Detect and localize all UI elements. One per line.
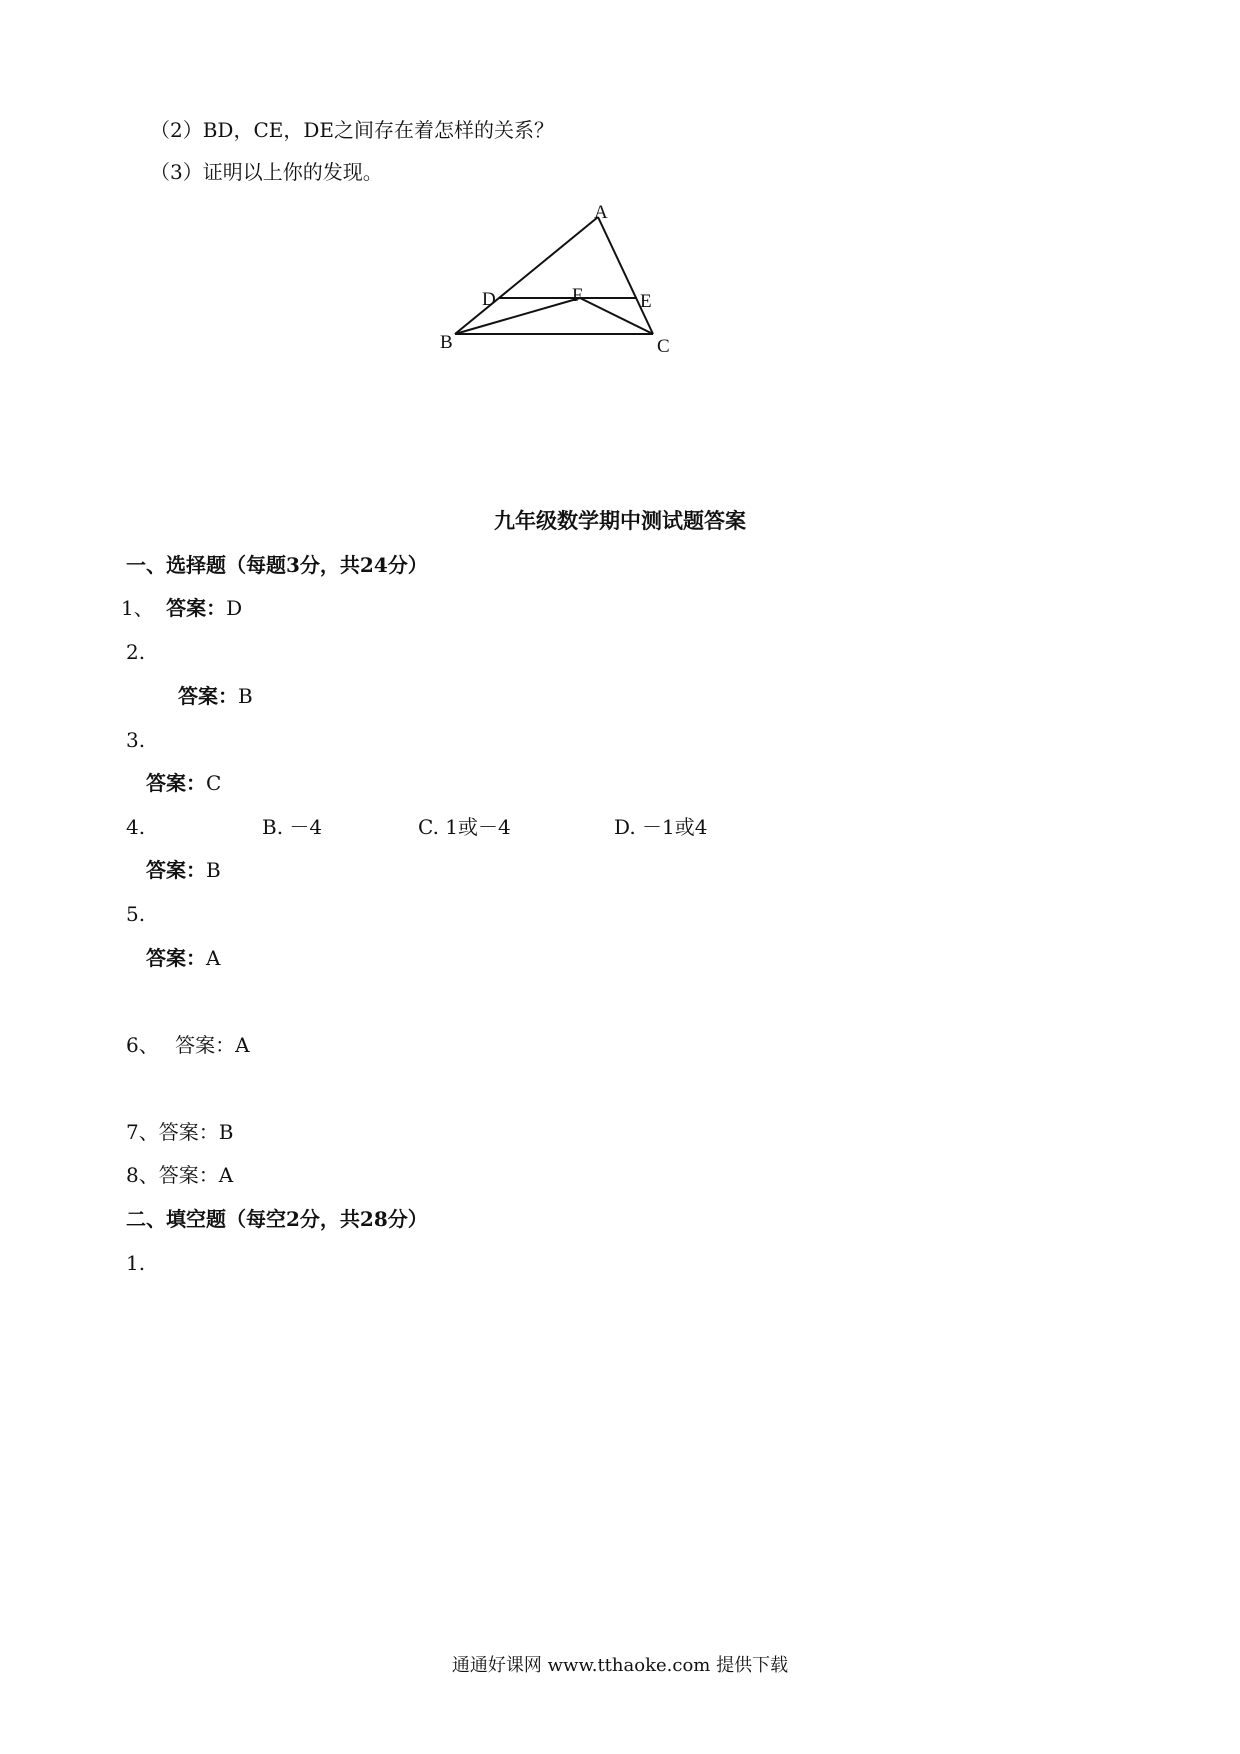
question-number: 6、: [126, 1033, 159, 1057]
label-f: F: [572, 285, 583, 306]
answer-label: 答案：: [178, 684, 238, 708]
answer-label: 答案：: [146, 946, 206, 970]
answers-title: 九年级数学期中测试题答案: [494, 508, 746, 533]
segment-ac: [598, 217, 653, 334]
label-c: C: [657, 336, 670, 357]
answer-label: 答案：: [175, 1033, 236, 1057]
answer-label: 答案：: [158, 1163, 219, 1187]
section-1-heading: 一、选择题（每题3分，共24分）: [126, 553, 428, 577]
question-number-2: 2.: [126, 640, 146, 664]
option-c: C. 1或－4: [418, 815, 511, 839]
answer-value: A: [235, 1033, 250, 1057]
question-number-3: 3.: [126, 728, 146, 752]
question-number: 7、: [126, 1120, 159, 1144]
label-d: D: [482, 289, 496, 310]
answer-row-8: [126, 1163, 233, 1187]
answer-value: B: [238, 684, 253, 708]
question-number-4: 4.: [126, 815, 146, 839]
label-e: E: [640, 291, 652, 312]
question-number-5: 5.: [126, 902, 146, 926]
answer-row-7: [126, 1120, 233, 1144]
answer-row-1: [121, 596, 242, 620]
section-2-heading: 二、填空题（每空2分，共28分）: [126, 1207, 428, 1231]
question-part-3: （3）证明以上你的发现。: [150, 160, 383, 184]
answer-row-6: [126, 1033, 250, 1057]
footer-credit: 通通好课网 www.tthaoke.com 提供下载: [451, 1655, 789, 1676]
answer-label: 答案：: [158, 1120, 219, 1144]
answer-label: 答案：: [146, 858, 206, 882]
answer-row-4: [146, 858, 221, 882]
label-a: A: [594, 202, 608, 223]
answer-row-3: [146, 771, 221, 795]
answer-value: B: [206, 858, 221, 882]
answer-row-2: [178, 684, 253, 708]
question-number: 1、: [121, 596, 154, 620]
answer-label: 答案：: [146, 771, 206, 795]
answer-row-5: [146, 946, 220, 970]
question-number: 8、: [126, 1163, 159, 1187]
triangle-figure: [440, 202, 700, 370]
label-b: B: [440, 332, 453, 353]
answer-value: A: [218, 1163, 234, 1187]
answer-value: C: [206, 771, 222, 795]
segment-ab: [455, 217, 598, 334]
answer-value: B: [218, 1120, 234, 1144]
question-part-2: （2）BD，CE，DE之间存在着怎样的关系？: [150, 118, 554, 142]
answer-value: D: [226, 596, 243, 620]
answer-label: 答案：: [166, 596, 227, 620]
section-2-question-number-1: 1.: [126, 1251, 146, 1275]
segment-bf: [455, 298, 580, 334]
option-b: B. －4: [262, 815, 323, 839]
answer-value: A: [206, 946, 221, 970]
option-d: D. －1或4: [614, 815, 708, 839]
